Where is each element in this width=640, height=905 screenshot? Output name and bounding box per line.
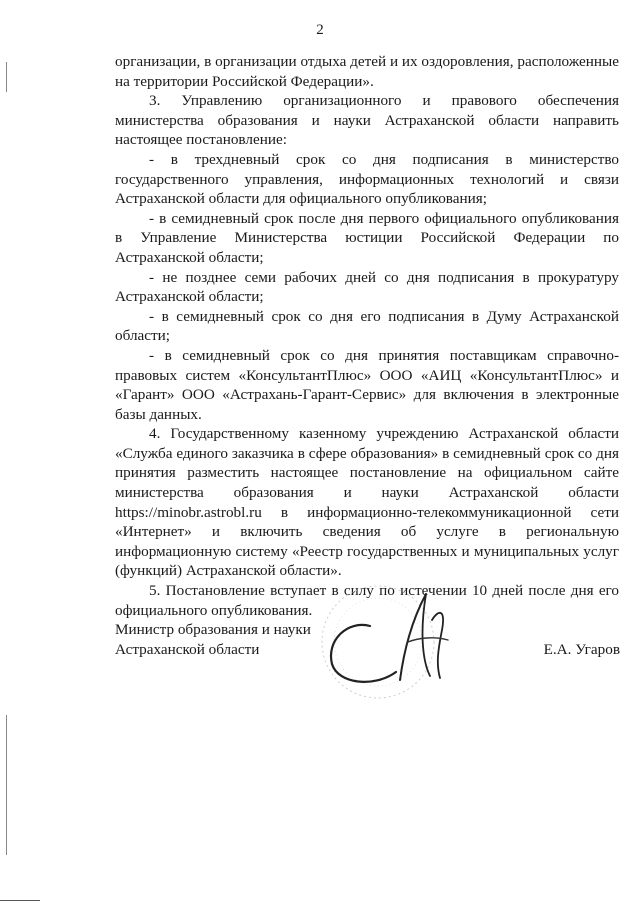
scan-margin-mark-bottom	[6, 715, 7, 855]
handwritten-signature-icon	[308, 580, 468, 710]
paragraph-sub-item-1: - в трехдневный срок со дня подписания в министерство государственного управления, информационных технологий и связи Астраханской области для официального опубликования;	[115, 150, 619, 208]
signatory-position	[115, 620, 311, 659]
signature-tail	[408, 638, 448, 642]
paragraph-sub-item-5: - в семидневный срок со дня принятия поставщикам справочно-правовых систем «КонсультантПлюс» ООО «АИЦ «КонсультантПлюс» и «Гарант» ООО «Астрахань-Гарант-Сервис» для включения в электронные базы данных.	[115, 346, 619, 423]
document-body	[115, 52, 619, 620]
signatory-name: Е.А. Угаров	[543, 641, 620, 658]
signatory-position-line2: Астраханской области	[115, 640, 260, 658]
page-number: 2	[316, 22, 324, 38]
signature-loop	[331, 625, 396, 682]
signature-stroke-3	[432, 613, 443, 678]
paragraph-item-3: 3. Управлению организационного и правового обеспечения министерства образования и науки Астраханской области направить настоящее постановление:	[115, 92, 619, 149]
paragraph-continuation: организации, в организации отдыха детей и их оздоровления, расположенные на территории Российской Федерации».	[115, 53, 619, 90]
paragraph-sub-item-3: - не позднее семи рабочих дней со дня подписания в прокуратуру Астраханской области;	[115, 268, 619, 306]
paragraph-sub-item-2: - в семидневный срок после дня первого официального опубликования в Управление Министерства юстиции Российской Федерации по Астраханской области;	[115, 209, 619, 266]
signatory-position-line1: Министр образования и науки	[115, 621, 311, 638]
scan-margin-mark-top	[6, 62, 7, 92]
paragraph-item-4: 4. Государственному казенному учреждению Астраханской области «Служба единого заказчика в сфере образования» в семидневный срок со дня принятия разместить настоящее постановление на официальном сайте министерства образования и науки Астраханской области https://minobr.astrobl.ru в информационно-телекоммуникационной сети «Интернет» и включить сведения об услуге в региональную информационную систему «Реестр государственных и муниципальных услуг (функций) Астраханской области».	[115, 425, 619, 580]
signature-stroke-2	[423, 594, 430, 676]
paragraph-item-5: 5. Постановление вступает в силу по истечении 10 дней после дня его официального опубликования.	[115, 582, 619, 619]
paragraph-sub-item-4: - в семидневный срок со дня его подписания в Думу Астраханской области;	[115, 307, 619, 345]
scan-bottom-edge	[0, 900, 40, 901]
